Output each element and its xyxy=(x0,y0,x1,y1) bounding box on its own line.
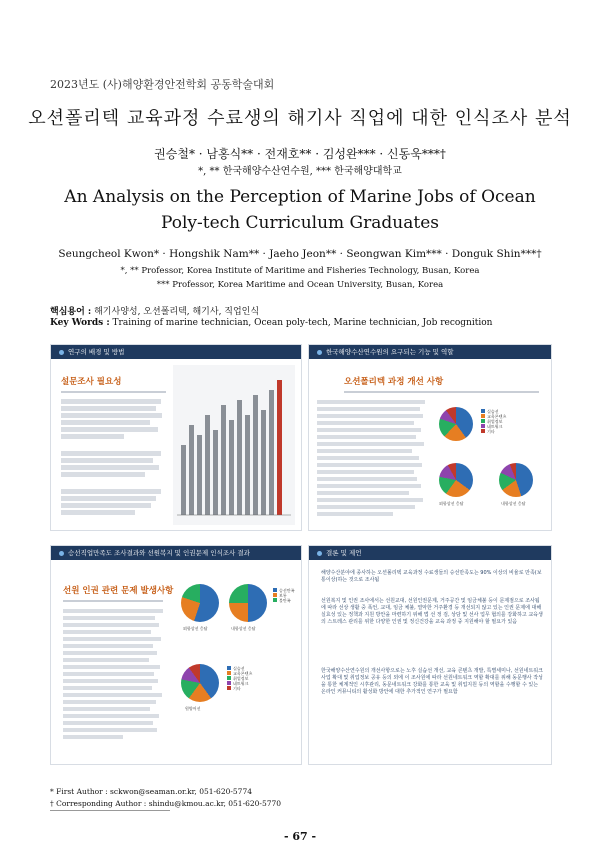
chart-caption: 원양어선 xyxy=(185,706,201,711)
footnote-corresponding-author: † Corresponding Author : shindu@kmou.ac.kr, 051-620-5770 xyxy=(50,799,282,808)
legend-label: 불만족 xyxy=(279,598,291,603)
panel-header-text: 결론 및 제언 xyxy=(326,549,362,557)
bar-chart-thumbnail xyxy=(173,365,295,525)
text-block-1 xyxy=(61,397,166,517)
chart-caption: 내항상선 응답 xyxy=(231,626,256,631)
pie-chart-thumbnail xyxy=(499,463,533,497)
keywords-english-label: Key Words : xyxy=(50,318,110,328)
keywords-korean-label: 핵심용어 : xyxy=(50,307,92,317)
panel-header xyxy=(309,345,551,359)
affiliation-english-1: *, ** Professor, Korea Institute of Maritime and Fisheries Technology, Busan, Korea xyxy=(120,266,480,276)
poster-panel-background xyxy=(50,344,302,531)
poster-panel-background xyxy=(308,545,552,765)
bullet-icon xyxy=(317,551,322,556)
chart-caption: 외항상선 응답 xyxy=(439,501,464,506)
pie-chart-thumbnail xyxy=(439,463,473,497)
pie-legend xyxy=(481,409,506,434)
bullet-icon xyxy=(317,350,322,355)
conference-name: 2023년도 (사)해양환경안전학회 공동학술대회 xyxy=(50,78,275,91)
panel-header xyxy=(51,546,301,560)
legend-label: 취업정보 xyxy=(487,419,503,424)
legend-label: 승선만족 xyxy=(279,588,295,593)
authors-english: Seungcheol Kwon* · Hongshik Nam** · Jaeho Jeon** · Seongwan Kim*** · Donguk Shin***† xyxy=(58,248,542,260)
legend-label: 교육콘텐츠 xyxy=(487,414,507,419)
legend-label: 교육콘텐츠 xyxy=(233,671,253,676)
pie-chart-thumbnail xyxy=(229,584,267,622)
legend-label: 기타 xyxy=(233,686,241,691)
keywords-english xyxy=(50,318,492,328)
legend-label: 네트워크 xyxy=(487,424,503,429)
panel-subtitle: 설문조사 필요성 xyxy=(61,377,122,387)
affiliation-korean: *, ** 한국해양수산연수원, *** 한국해양대학교 xyxy=(198,166,402,177)
conclusion-1: 해양수산분야에 종사하는 오션폴리텍 교육과정 수료생들의 승선만족도는 90% 이상의 비율로 만족(보통이상)하는 것으로 조사됨 xyxy=(321,570,542,583)
poster-panel-background xyxy=(308,344,552,531)
legend-label: 보통 xyxy=(279,593,287,598)
legend-label: 네트워크 xyxy=(233,681,249,686)
title-english: An Analysis on the Perception of Marine Jobs of Ocean Poly-tech Curriculum Graduates xyxy=(64,187,536,233)
panel-subtitle: 오션폴리텍 과정 개선 사항 xyxy=(344,377,444,387)
bullet-icon xyxy=(59,551,64,556)
divider xyxy=(344,391,539,393)
legend-label: 실습선 xyxy=(233,666,245,671)
keywords-english-text: Training of marine technician, Ocean poly-tech, Marine technician, Job recognition xyxy=(112,318,493,328)
page-number: - 67 - xyxy=(283,830,317,843)
bullet-icon xyxy=(59,350,64,355)
footnote-first-author: * First Author : sckwon@seaman.or.kr, 051-620-5774 xyxy=(50,787,252,796)
conclusion-2: 선원복지 및 인권 조사에서는 선원교대, 선원인권문제, 거주공간 및 임금체불 등이 문제점으로 조사됨에 따라 선상 생활 중 폭언, 교대, 임금 체불, 열악한 거주환경 등 개선되지 않고 있는 인권 문제에 대해 실효성 있는 정책과 지원 방안을 마련하기 위해 법 선 정 검, 상담 및 선사 업무 협의를 강화하고 교육생의 스트레스 관리를 위한 다양한 인권 및 정신건강을 교육 과정 중 지원해야 할 필요가 있음 xyxy=(321,598,543,625)
panel-header-text: 승선직업만족도 조사결과와 선원복지 및 인권문제 인식조사 결과 xyxy=(68,549,250,557)
conclusion-3: 한국해양수산연수원의 개선사항으로는 노후 실습선 개선, 교육 콘텐츠 개발, 특별세미나, 선원네트워크 사업 확대 및 취업정보 공유 등의 외에 이 조사원에 따라 선원네트워크 역할 확대를 위해 동문행사 작성을 통한 체계적인 시후관리, 동문네트워크 강화를 통한 교육 및 취업지원 등의 역할을 수행할 수 있는 온라인 커뮤니티의 활성화 방안에 대한 추가적인 연구가 필요함 xyxy=(321,668,543,695)
legend-label: 실습선 xyxy=(487,409,499,414)
legend-label: 취업정보 xyxy=(233,676,249,681)
keywords-korean xyxy=(50,304,259,317)
pie-legend xyxy=(227,666,252,691)
pie-chart-thumbnail xyxy=(181,664,219,702)
affiliation-english-2: *** Professor, Korea Maritime and Ocean University, Busan, Korea xyxy=(156,280,444,290)
chart-caption: 외항상선 응답 xyxy=(183,626,208,631)
panel-header-text: 연구의 배경 및 방법 xyxy=(68,348,125,356)
pie-chart-thumbnail xyxy=(439,407,473,441)
divider xyxy=(61,391,166,393)
panel-header xyxy=(309,546,551,560)
legend-label: 기타 xyxy=(487,429,495,434)
text-block-3 xyxy=(63,606,163,742)
panel-header xyxy=(51,345,301,359)
panel-subtitle: 선원 인권 관련 문제 발생사항 xyxy=(63,586,174,596)
pie-legend xyxy=(273,588,294,603)
panel-header-text: 한국해양수산연수원의 요구되는 기능 및 역할 xyxy=(326,348,454,356)
authors-korean: 권승철* · 남홍식** · 전재호** · 김성완*** · 신동욱***† xyxy=(154,147,446,161)
keywords-korean-text: 해기사양성, 오션폴리텍, 해기사, 직업인식 xyxy=(94,307,260,317)
poster-panel-background xyxy=(50,545,302,765)
title-korean: 오션폴리텍 교육과정 수료생의 해기사 직업에 대한 인식조사 분석 xyxy=(28,108,572,129)
divider xyxy=(63,600,163,602)
pie-chart-thumbnail xyxy=(181,584,219,622)
chart-caption: 내항상선 응답 xyxy=(501,501,526,506)
footnote-rule xyxy=(50,810,170,811)
text-block-2 xyxy=(317,397,425,519)
